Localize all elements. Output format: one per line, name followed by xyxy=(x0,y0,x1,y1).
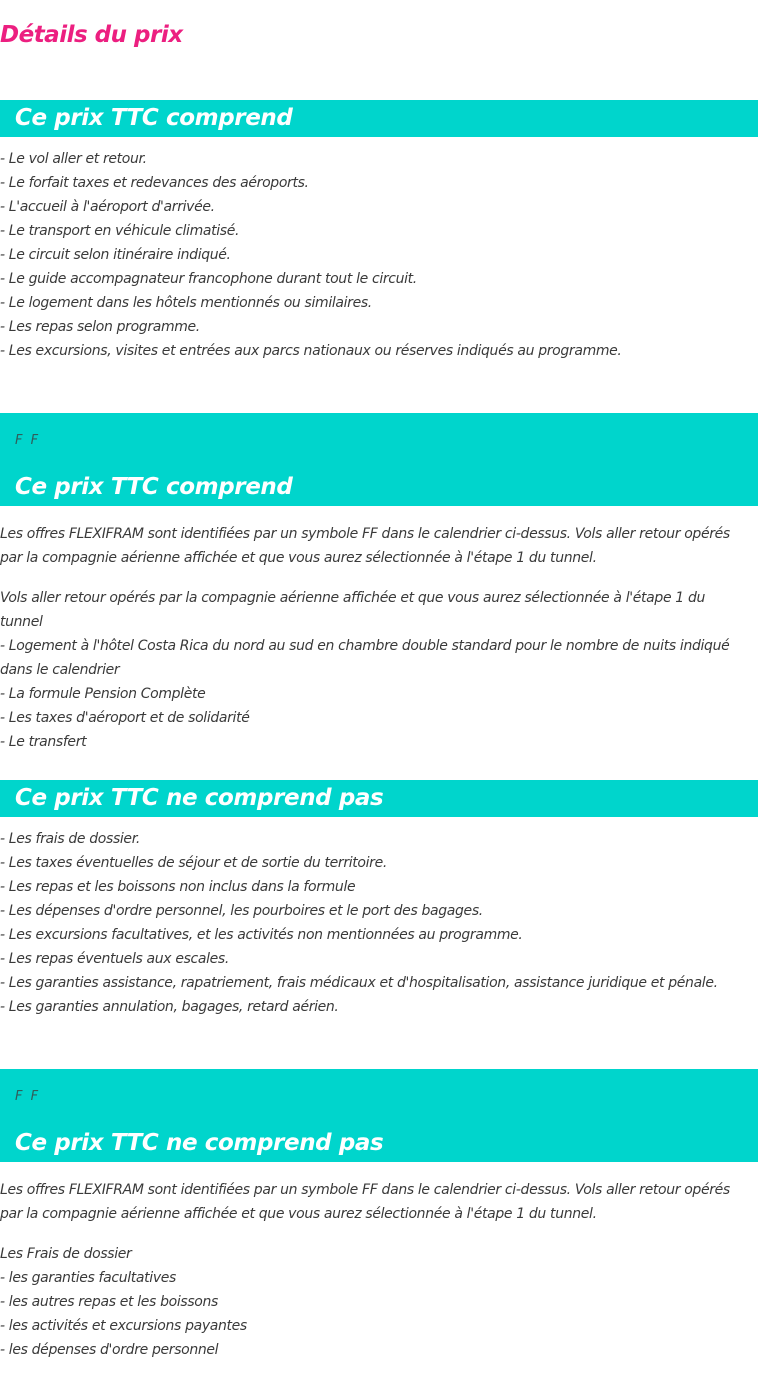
list-item: - Le circuit selon itinéraire indiqué. xyxy=(0,247,231,263)
list-item: - Le vol aller et retour. xyxy=(0,151,147,167)
section-header-not-included xyxy=(0,780,758,817)
flexifram-included-list xyxy=(0,586,745,754)
list-item: - Les taxes éventuelles de séjour et de sortie du territoire. xyxy=(0,855,387,871)
list-item: - Les excursions, visites et entrées aux parcs nationaux ou réserves indiqués au programme. xyxy=(0,343,622,359)
list-item: - Le forfait taxes et redevances des aéroports. xyxy=(0,175,309,191)
not-included-list xyxy=(0,827,756,1019)
list-item: - L'accueil à l'aéroport d'arrivée. xyxy=(0,199,215,215)
list-item: - Les frais de dossier. xyxy=(0,831,140,847)
flexifram-not-included-list xyxy=(0,1242,756,1362)
list-item: - Les repas et les boissons non inclus dans la formule xyxy=(0,879,356,895)
flexifram-intro: Les offres FLEXIFRAM sont identifiées par un symbole FF dans le calendrier ci-dessus. Vols aller retour opérés par la compagnie aérienne affichée et que vous aurez sélectionnée à l'étape 1 du tunnel. xyxy=(0,1182,730,1222)
list-item: - Les dépenses d'ordre personnel, les pourboires et le port des bagages. xyxy=(0,903,483,919)
list-item: Les Frais de dossier xyxy=(0,1246,132,1262)
list-item: - Les garanties annulation, bagages, retard aérien. xyxy=(0,999,339,1015)
section-title: Ce prix TTC ne comprend pas xyxy=(15,1130,384,1156)
section-header-flexifram-not-included xyxy=(0,1069,758,1162)
list-item: Vols aller retour opérés par la compagnie aérienne affichée et que vous aurez sélectionnée à l'étape 1 du tunnel xyxy=(0,590,706,630)
list-item: - les autres repas et les boissons xyxy=(0,1294,218,1310)
list-item: - les activités et excursions payantes xyxy=(0,1318,247,1334)
page-title: Détails du prix xyxy=(0,22,183,48)
section-title: Ce prix TTC comprend xyxy=(15,474,293,500)
included-list xyxy=(0,147,756,363)
list-item: - La formule Pension Complète xyxy=(0,686,206,702)
list-item: - Les taxes d'aéroport et de solidarité xyxy=(0,710,250,726)
list-item: - Le transfert xyxy=(0,734,87,750)
section-title: Ce prix TTC comprend xyxy=(15,105,293,131)
list-item: - Le transport en véhicule climatisé. xyxy=(0,223,240,239)
list-item: - Logement à l'hôtel Costa Rica du nord au sud en chambre double standard pour le nombre de nuits indiqué dans le calendrier xyxy=(0,638,730,678)
list-item: - Le logement dans les hôtels mentionnés ou similaires. xyxy=(0,295,372,311)
list-item: - Les excursions facultatives, et les activités non mentionnées au programme. xyxy=(0,927,523,943)
list-item: - Les garanties assistance, rapatriement, frais médicaux et d'hospitalisation, assistance juridique et pénale. xyxy=(0,975,718,991)
list-item: - Les repas selon programme. xyxy=(0,319,200,335)
list-item: - les garanties facultatives xyxy=(0,1270,176,1286)
list-item: - Le guide accompagnateur francophone durant tout le circuit. xyxy=(0,271,417,287)
section-header-flexifram-included xyxy=(0,413,758,506)
list-item: - les dépenses d'ordre personnel xyxy=(0,1342,219,1358)
ff-tag: F F xyxy=(15,1089,41,1104)
list-item: - Les repas éventuels aux escales. xyxy=(0,951,229,967)
section-header-included xyxy=(0,100,758,137)
ff-tag: F F xyxy=(15,433,41,448)
flexifram-intro: Les offres FLEXIFRAM sont identifiées par un symbole FF dans le calendrier ci-dessus. Vols aller retour opérés par la compagnie aérienne affichée et que vous aurez sélectionnée à l'étape 1 du tunnel. xyxy=(0,526,730,566)
section-title: Ce prix TTC ne comprend pas xyxy=(15,785,384,811)
